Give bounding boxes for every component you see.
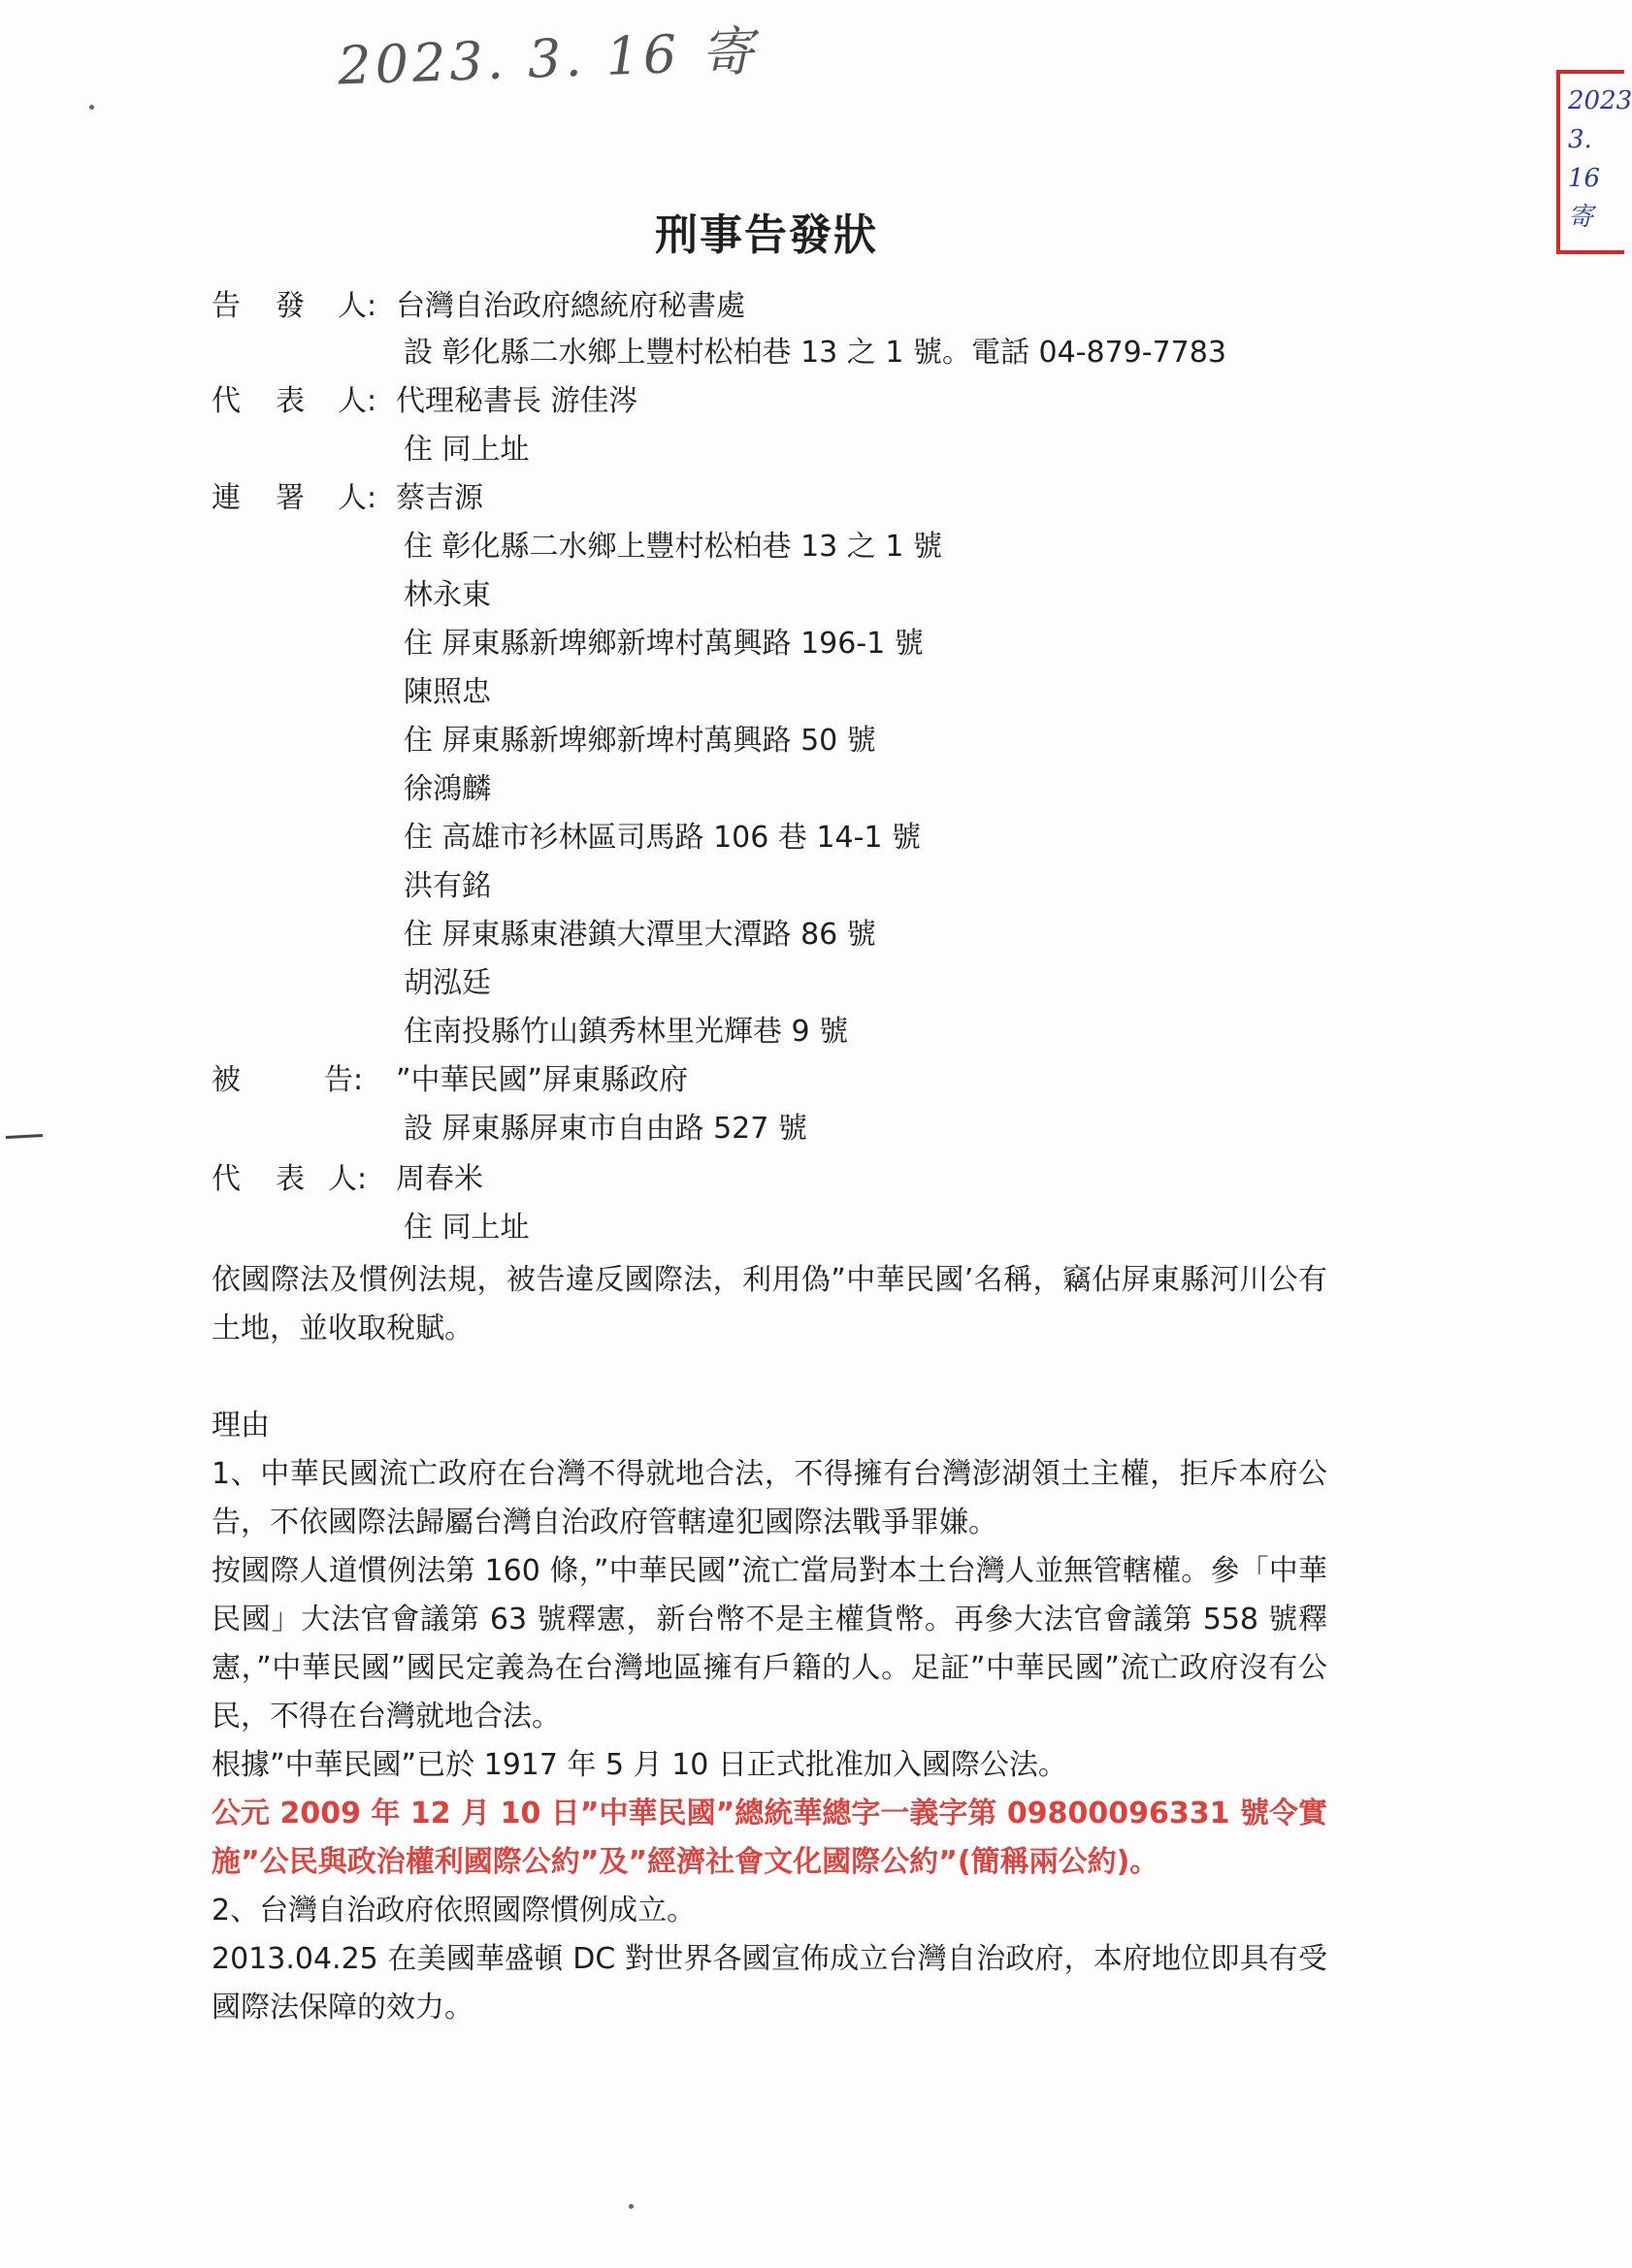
- handwritten-date: 2023. 3. 16 寄: [337, 20, 759, 97]
- cosigner-name: 徐鴻麟: [404, 772, 491, 806]
- defendant-rep-address: 住 同上址: [404, 1211, 530, 1245]
- stamp-day: 16: [1568, 164, 1601, 193]
- cosigner-name: 陳照忠: [404, 675, 491, 709]
- document-body: [212, 1256, 1327, 2032]
- scan-dot: [89, 105, 94, 110]
- scan-dot: [629, 2204, 634, 2209]
- defendant-rep-name: 周春米: [396, 1162, 483, 1196]
- reason-paragraph: 按國際人道慣例法第 160 條，”中華民國”流亡當局對本土台灣人並無管轄權。參「中華民國」大法官會議第 63 號釋憲，新台幣不是主權貨幣。再參大法官會議第 558 號釋憲，”中華民國”國民定義為在台灣地區擁有戶籍的人。足証”中華民國”流亡政府沒有公民，不得在台灣就地合法。: [212, 1554, 1327, 1733]
- document-title: 刑事告發狀: [655, 211, 878, 260]
- representative-name: 代理秘書長 游佳涔: [396, 384, 638, 418]
- accuser-name: 台灣自治政府總統府秘書處: [396, 289, 745, 323]
- cosigner-address: 住南投縣竹山鎮秀林里光輝巷 9 號: [404, 1015, 849, 1049]
- reasons-heading: 理由: [212, 1409, 270, 1442]
- cosigner-address: 住 屏東縣新埤鄉新埤村萬興路 50 號: [404, 724, 876, 758]
- document-page: 2023. 3. 16 寄 2023 3. 16 寄 刑事告發狀 告 發 人: 台灣自治政府總統府秘書處 設 彰化縣二水鄉上豐村松柏巷 13 之 1 號。電話 04-879-7783 代 表 人: 代理秘書長 游佳涔 住 同上址 連 署 人: 蔡吉源 住 彰化縣二水鄉上豐村松柏巷 13 之 1 號 林永東 住 屏東縣新埤鄉新埤村萬興路 196-1 號 陳照忠 住 屏東縣新埤鄉新埤村萬興路 50 號 徐鴻麟 住 高雄市衫林區司馬路 106 巷 14-1 號 洪有銘 住 屏東縣東港鎮大潭里大潭路 86 號 胡泓廷 住南投縣竹山鎮秀林里光輝巷 9 號 被 告: ”中華民國”屏東縣政府 設 屏東縣屏東市自由路 527 號 代 表 人: 周春米 住 同上址 依國際法及慣例法規，被告違反國際法，利用偽”中華民國’名稱，竊佔屏東縣河川公有土地，並收取稅賦。 理由 1、中華民國流亡政府在台灣不得就地合法，不得擁有台灣澎湖領土主權，拒斥本府公告，不依國際法歸屬台灣自治政府管轄違犯國際法戰爭罪嫌。 按國際人道慣例法第 160 條，”中華民國”流亡當局對本土台灣人並無管轄權。參「中華民國」大法官會議第 63 號釋憲，新台幣不是主權貨幣。再參大法官會議第 558 號釋憲，”中華民國”國民定義為在台灣地區擁有戶籍的人。足証”中華民國”流亡政府沒有公民，不得在台灣就地合法。 根據”中華民國”已於 1917 年 5 月 10 日正式批准加入國際公法。 公元 2009 年 12 月 10 日”中華民國”總統華總字一義字第 09800096331 號令實施”公民與政治權利國際公約”及”經濟社會文化國際公約”(簡稱兩公約)。 2、台灣自治政府依照國際慣例成立。 2013.04.25 在美國華盛頓 DC 對世界各國宣佈成立台灣自治政府，本府地位即具有受國際法保障的效力。: [0, 0, 1605, 2268]
- cosigner-name: 洪有銘: [404, 869, 491, 903]
- stamp-note: 寄: [1568, 203, 1594, 232]
- stamp-month: 3.: [1568, 125, 1592, 154]
- cosigner-address: 住 屏東縣東港鎮大潭里大潭路 86 號: [404, 918, 876, 952]
- cosigner-name: 胡泓廷: [404, 966, 491, 1000]
- received-stamp: [1556, 70, 1632, 254]
- cosigner-name: 蔡吉源: [396, 481, 483, 515]
- summary-paragraph: 依國際法及慣例法規，被告違反國際法，利用偽”中華民國’名稱，竊佔屏東縣河川公有土地，並收取稅賦。: [212, 1263, 1327, 1345]
- reason-paragraph: 2、台灣自治政府依照國際慣例成立。: [212, 1894, 697, 1928]
- representative-address: 住 同上址: [404, 433, 530, 467]
- defendant-address: 設 屏東縣屏東市自由路 527 號: [404, 1112, 807, 1146]
- cosigner-address: 住 高雄市衫林區司馬路 106 巷 14-1 號: [404, 821, 922, 855]
- cosigner-address: 住 彰化縣二水鄉上豐村松柏巷 13 之 1 號: [404, 530, 942, 564]
- scan-mark: [6, 1134, 43, 1139]
- reason-paragraph: 2013.04.25 在美國華盛頓 DC 對世界各國宣佈成立台灣自治政府，本府地位即具有受國際法保障的效力。: [212, 1942, 1327, 2025]
- reason-paragraph: 1、中華民國流亡政府在台灣不得就地合法，不得擁有台灣澎湖領土主權，拒斥本府公告，不依國際法歸屬台灣自治政府管轄違犯國際法戰爭罪嫌。: [212, 1457, 1327, 1539]
- paragraph-gap: [212, 1353, 1327, 1402]
- defendant-name: ”中華民國”屏東縣政府: [396, 1063, 689, 1097]
- stamp-year: 2023: [1568, 86, 1632, 115]
- accuser-address: 設 彰化縣二水鄉上豐村松柏巷 13 之 1 號。電話 04-879-7783: [404, 336, 1226, 370]
- highlighted-paragraph: 公元 2009 年 12 月 10 日”中華民國”總統華總字一義字第 09800096331 號令實施”公民與政治權利國際公約”及”經濟社會文化國際公約”(簡稱兩公約)。: [212, 1797, 1327, 1879]
- cosigner-address: 住 屏東縣新埤鄉新埤村萬興路 196-1 號: [404, 627, 924, 661]
- reason-paragraph: 根據”中華民國”已於 1917 年 5 月 10 日正式批准加入國際公法。: [212, 1748, 1067, 1782]
- cosigner-name: 林永東: [404, 578, 491, 612]
